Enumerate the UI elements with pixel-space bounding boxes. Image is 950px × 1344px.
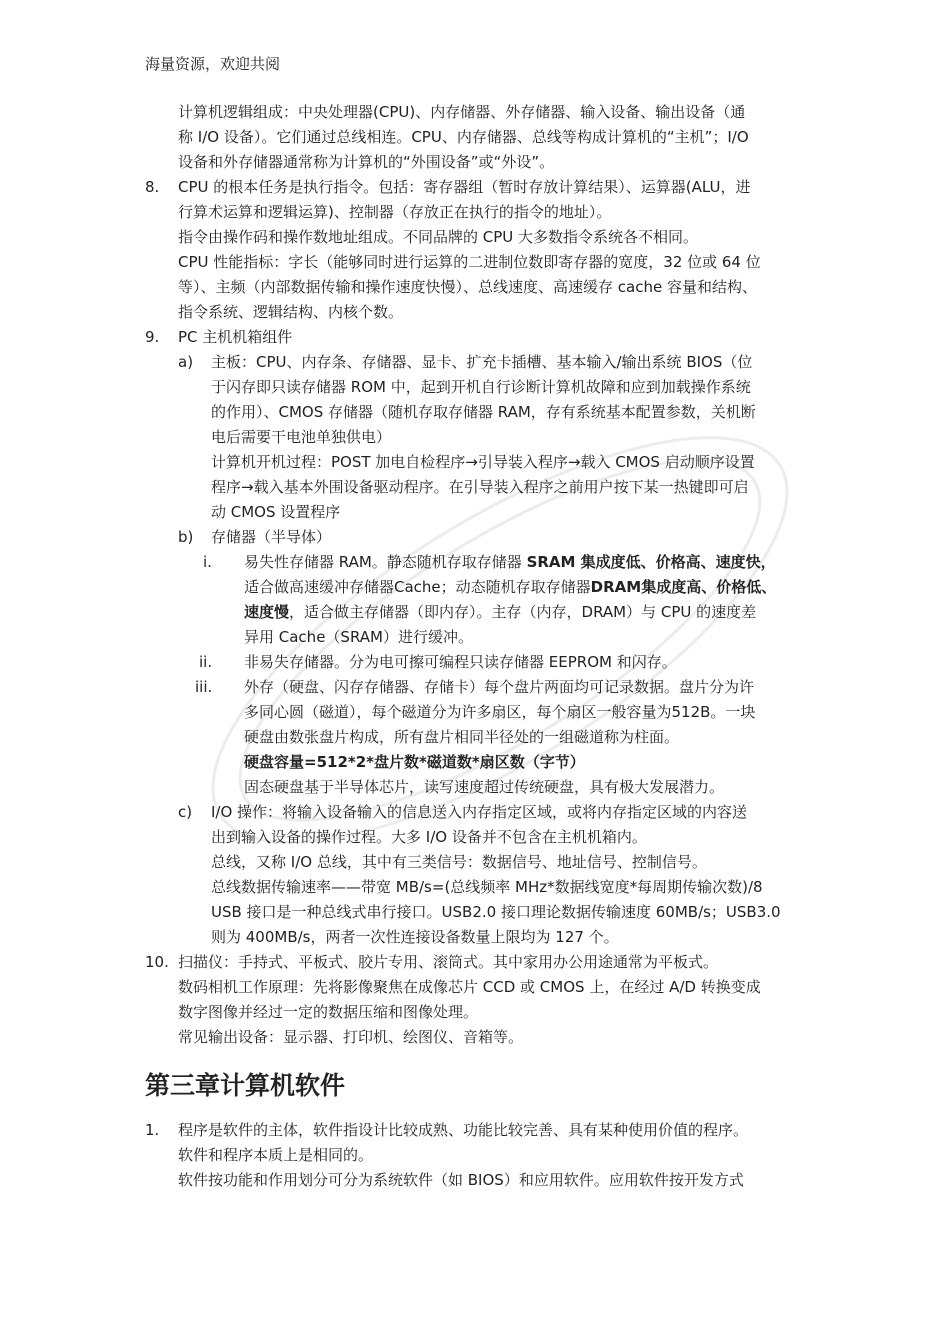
formula-line: 硬盘容量=512*2*盘片数*磁道数*扇区数（字节） <box>244 753 585 771</box>
bold-run: DRAM集成度高、价格低、 <box>590 578 777 596</box>
text-line: 总线数据传输速率——带宽 MB/s=(总线频率 MHz*数据线宽度*每周期传输次数)/8 <box>211 878 763 896</box>
list-number: 9. <box>145 328 160 346</box>
text-line: 外存（硬盘、闪存存储器、存储卡）每个盘片两面均可记录数据。盘片分为许 <box>244 678 755 696</box>
text-line: 计算机逻辑组成：中央处理器(CPU)、内存储器、外存储器、输入设备、输出设备（通 <box>178 103 746 121</box>
text-line: 的作用）、CMOS 存储器（随机存取存储器 RAM，存有系统基本配置参数，关机断 <box>211 403 756 421</box>
list-letter: b) <box>178 528 194 546</box>
list-roman: iii. <box>195 678 213 696</box>
text-line: 于闪存即只读存储器 ROM 中，起到开机自行诊断计算机故障和应到加载操作系统 <box>211 378 751 396</box>
text-line: 出到输入设备的操作过程。大多 I/O 设备并不包含在主机机箱内。 <box>211 828 647 846</box>
text-line: 计算机开机过程：POST 加电自检程序→引导装入程序→载入 CMOS 启动顺序设置 <box>211 453 755 471</box>
text-line: 硬盘由数张盘片构成，所有盘片相同半径处的一组磁道称为柱面。 <box>244 728 680 746</box>
text-line: 数码相机工作原理：先将影像聚焦在成像芯片 CCD 或 CMOS 上，在经过 A/D 转换变成 <box>178 978 761 996</box>
text-line: 多同心圆（磁道），每个磁道分为许多扇区，每个扇区一般容量为512B。一块 <box>244 703 756 721</box>
text-line: 总线，又称 I/O 总线，其中有三类信号：数据信号、地址信号、控制信号。 <box>211 853 707 871</box>
text-line: 异用 Cache（SRAM）进行缓冲。 <box>244 628 473 646</box>
text-line: 软件按功能和作用划分可分为系统软件（如 BIOS）和应用软件。应用软件按开发方式 <box>178 1171 744 1189</box>
list-letter: c) <box>178 803 193 821</box>
list-number: 1. <box>145 1121 160 1139</box>
text-line <box>244 550 776 574</box>
text-line: 等）、主频（内部数据传输和操作速度快慢）、总线速度、高速缓存 cache 容量和结构、 <box>178 278 757 296</box>
text-run: 易失性存储器 RAM。静态随机存取存储器 <box>244 553 527 571</box>
text-line: 行算术运算和逻辑运算)、控制器（存放正在执行的指令的地址）。 <box>178 203 612 221</box>
text-line: 指令系统、逻辑结构、内核个数。 <box>178 303 404 321</box>
bold-run: 速度慢 <box>244 603 290 621</box>
text-line: 程序→载入基本外围设备驱动程序。在引导装入程序之前用户按下某一热键即可启 <box>211 478 749 496</box>
text-line: 称 I/O 设备）。它们通过总线相连。CPU、内存储器、总线等构成计算机的“主机”；I/O <box>178 128 749 146</box>
text-line <box>244 575 776 599</box>
text-line: 常见输出设备：显示器、打印机、绘图仪、音箱等。 <box>178 1028 524 1046</box>
text-line: 固态硬盘基于半导体芯片，读写速度超过传统硬盘，具有极大发展潜力。 <box>244 778 725 796</box>
text-line: 则为 400MB/s，两者一次性连接设备数量上限均为 127 个。 <box>211 928 619 946</box>
text-line: CPU 性能指标：字长（能够同时进行运算的二进制位数即寄存器的宽度，32 位或 64 位 <box>178 253 761 271</box>
text-line <box>244 600 756 624</box>
text-line: 电后需要干电池单独供电） <box>211 428 392 446</box>
list-roman: i. <box>203 553 212 571</box>
text-line: PC 主机机箱组件 <box>178 328 293 346</box>
text-line: 动 CMOS 设置程序 <box>211 503 341 521</box>
list-letter: a) <box>178 353 194 371</box>
bold-run: SRAM 集成度低、价格高、速度快， <box>526 553 776 571</box>
text-line: 软件和程序本质上是相同的。 <box>178 1146 374 1164</box>
text-line: 程序是软件的主体，软件指设计比较成熟、功能比较完善、具有某种使用价值的程序。 <box>178 1121 749 1139</box>
chapter-title: 第三章计算机软件 <box>145 1071 346 1100</box>
page-header: 海量资源，欢迎共阅 <box>145 55 281 73</box>
list-number: 10. <box>145 953 169 971</box>
text-run: ，适合做主存储器（即内存）。主存（内存，DRAM）与 CPU 的速度差 <box>289 603 757 621</box>
text-line: 主板：CPU、内存条、存储器、显卡、扩充卡插槽、基本输入/输出系统 BIOS（位 <box>211 353 753 371</box>
text-line: 非易失存储器。分为电可擦可编程只读存储器 EEPROM 和闪存。 <box>244 653 677 671</box>
list-roman: ii. <box>199 653 213 671</box>
text-line: 存储器（半导体） <box>211 528 332 546</box>
text-line: 扫描仪：手持式、平板式、胶片专用、滚筒式。其中家用办公用途通常为平板式。 <box>178 953 719 971</box>
text-line: 数字图像并经过一定的数据压缩和图像处理。 <box>178 1003 479 1021</box>
list-number: 8. <box>145 178 160 196</box>
text-line: 设备和外存储器通常称为计算机的“外围设备”或“外设”。 <box>178 153 555 171</box>
text-line: CPU 的根本任务是执行指令。包括：寄存器组（暂时存放计算结果）、运算器(ALU，进 <box>178 178 751 196</box>
text-line: 指令由操作码和操作数地址组成。不同品牌的 CPU 大多数指令系统各不相同。 <box>178 228 699 246</box>
text-line: USB 接口是一种总线式串行接口。USB2.0 接口理论数据传输速度 60MB/s；USB3.0 <box>211 903 781 921</box>
text-run: 适合做高速缓冲存储器Cache；动态随机存取存储器 <box>244 578 591 596</box>
text-line: I/O 操作：将输入设备输入的信息送入内存指定区域，或将内存指定区域的内容送 <box>211 803 748 821</box>
